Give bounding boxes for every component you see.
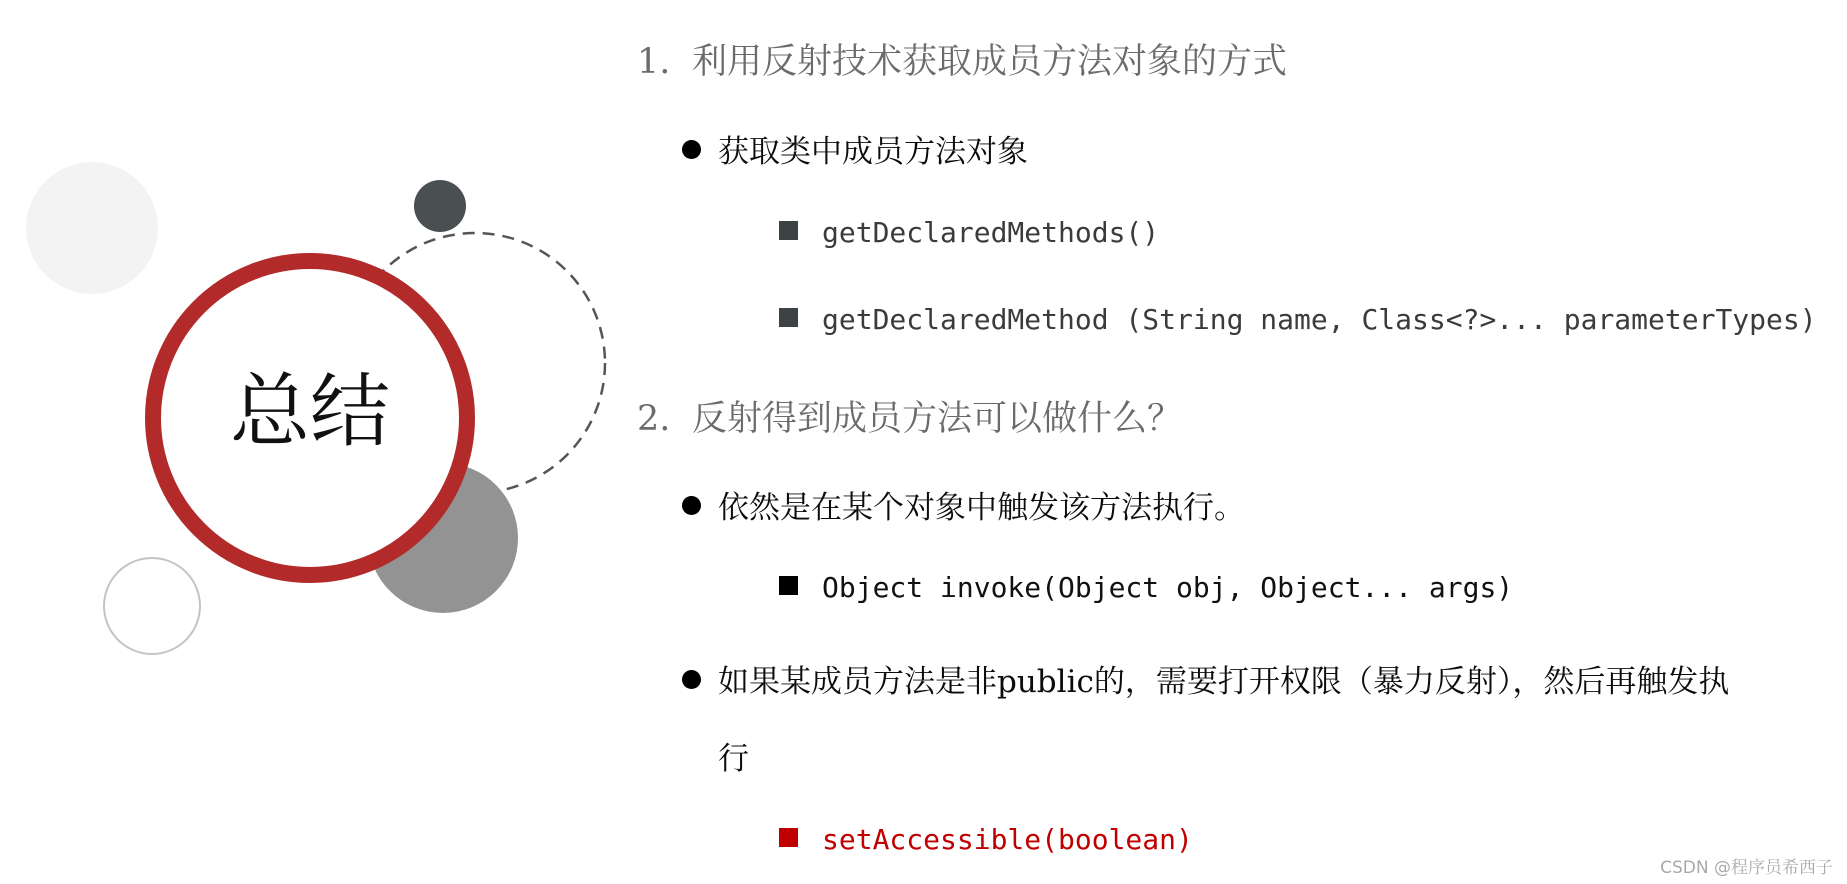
bullet-invoke-in-object <box>682 482 1245 527</box>
bullet-text: 获取类中成员方法对象 <box>718 134 1028 170</box>
bullet-non-public-access-continued <box>718 733 749 778</box>
sub-item-invoke <box>779 571 1513 604</box>
section-1-number: 1. <box>637 42 671 82</box>
sub-item-text: getDeclaredMethods() <box>822 216 1160 249</box>
square-bullet-icon <box>779 828 798 847</box>
square-bullet-icon <box>779 576 798 595</box>
square-bullet-icon <box>779 308 798 327</box>
bullet-non-public-access <box>682 656 1729 701</box>
dark-grey-dot <box>414 180 466 232</box>
light-grey-circle <box>26 162 158 294</box>
bullet-get-method-objects <box>682 126 1028 171</box>
section-2-heading <box>637 391 1182 441</box>
bullet-text-line-1: 如果某成员方法是非public的，需要打开权限（暴力反射），然后再触发执 <box>718 664 1730 700</box>
sub-item-setAccessible <box>779 823 1193 856</box>
sub-item-getDeclaredMethod <box>779 303 1817 336</box>
sub-item-text: getDeclaredMethod (String name, Class<?>... parameterTypes) <box>822 303 1817 336</box>
bullet-dot-icon <box>682 496 701 515</box>
outline-circle <box>104 558 200 654</box>
section-2-heading-text: 反射得到成员方法可以做什么？ <box>692 399 1183 439</box>
sub-item-getDeclaredMethods <box>779 216 1159 249</box>
square-bullet-icon <box>779 221 798 240</box>
section-1-heading <box>637 34 1287 84</box>
bullet-dot-icon <box>682 670 701 689</box>
sub-item-text: Object invoke(Object obj, Object... args) <box>822 571 1514 604</box>
bullet-text-line-2: 行 <box>718 741 749 777</box>
section-2-number: 2. <box>637 399 671 439</box>
bullet-dot-icon <box>682 140 701 159</box>
sub-item-text: setAccessible(boolean) <box>822 823 1193 856</box>
section-1-heading-text: 利用反射技术获取成员方法对象的方式 <box>692 42 1288 82</box>
bullet-text: 依然是在某个对象中触发该方法执行。 <box>718 490 1245 526</box>
slide-title: 总结 <box>230 365 390 458</box>
watermark: CSDN @程序员希西子 <box>1660 858 1833 878</box>
